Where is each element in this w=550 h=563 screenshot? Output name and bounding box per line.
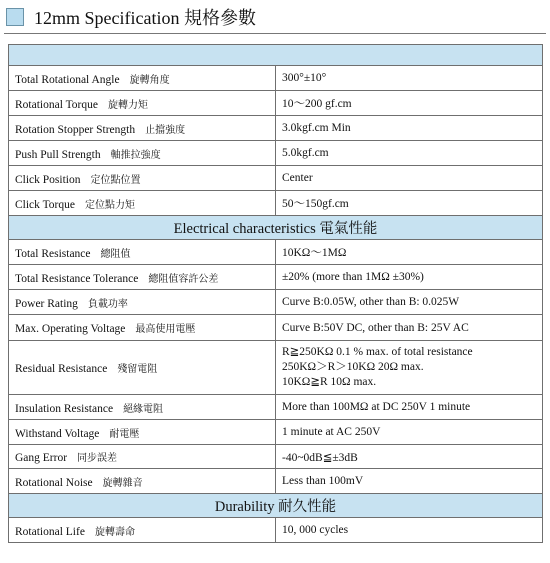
- spec-value-cell: [276, 166, 543, 191]
- spec-value-line: 10KΩ≧R 10Ω max.: [282, 376, 377, 388]
- table-row: [9, 240, 543, 265]
- spec-value: Less than 100mV: [282, 475, 364, 487]
- spec-name: Total Resistance: [15, 247, 91, 260]
- table-row: [9, 290, 543, 315]
- spec-value: -40~0dB≦±3dB: [282, 451, 358, 464]
- spec-name: Rotation Stopper Strength: [15, 123, 136, 136]
- table-row: [9, 66, 543, 91]
- spec-name: Rotational Noise: [15, 476, 93, 489]
- spec-value: Curve B:0.05W, other than B: 0.025W: [282, 296, 460, 308]
- spec-name-cn: 負載功率: [87, 298, 128, 310]
- table-row: [9, 518, 543, 543]
- spec-table: [8, 44, 543, 543]
- spec-name-cell: [9, 290, 276, 315]
- durability-section-header: [9, 494, 543, 518]
- spec-name-cn: 最高使用電壓: [135, 324, 196, 335]
- spec-value-cell: [276, 66, 543, 91]
- spec-name-cn: 同步誤差: [77, 453, 118, 464]
- spec-name-cn: 絕緣電阻: [123, 403, 164, 415]
- spec-name-cell: [9, 240, 276, 265]
- spec-name-cn: 殘留電阻: [117, 364, 158, 375]
- table-row: [9, 395, 543, 420]
- spec-name-cell: [9, 469, 276, 494]
- spec-name-cn: 總阻值: [100, 248, 131, 260]
- spec-name: Total Rotational Angle: [15, 73, 120, 86]
- spec-name: Power Rating: [15, 297, 78, 310]
- spec-value-cell: [276, 341, 543, 395]
- section-header-text: Electrical characteristics 電氣性能: [173, 221, 378, 237]
- spec-name-cell: [9, 191, 276, 216]
- spec-value: 10～200 gf.cm: [282, 98, 352, 110]
- spec-name-cn: 旋轉力矩: [107, 99, 148, 111]
- section-header-text: Durability 耐久性能: [214, 499, 337, 515]
- spec-value-cell: [276, 91, 543, 116]
- table-row: [9, 445, 543, 469]
- spec-value-cell: [276, 469, 543, 494]
- spec-name: Push Pull Strength: [15, 148, 101, 161]
- spec-name: Rotational Torque: [15, 98, 98, 111]
- title-square-icon: [6, 8, 24, 26]
- table-row: [9, 91, 543, 116]
- spec-name: Insulation Resistance: [15, 402, 114, 415]
- spec-value: 50～150gf.cm: [282, 198, 349, 210]
- spec-name-cn: 總阻值容許公差: [148, 273, 219, 285]
- table-row: [9, 141, 543, 166]
- spec-name-cell: [9, 315, 276, 341]
- spec-name-cell: [9, 265, 276, 290]
- title-divider: [4, 33, 546, 34]
- spec-name-cell: [9, 518, 276, 543]
- table-top-band: [9, 45, 543, 66]
- spec-name-cell: [9, 91, 276, 116]
- table-row: [9, 265, 543, 290]
- spec-name-cn: 旋轉壽命: [94, 526, 135, 538]
- spec-name-cell: [9, 66, 276, 91]
- spec-value-cell: [276, 141, 543, 166]
- table-row: [9, 191, 543, 216]
- spec-name: Click Position: [15, 173, 81, 186]
- table-row: [9, 420, 543, 445]
- table-row: [9, 315, 543, 341]
- spec-value-cell: [276, 395, 543, 420]
- spec-name: Total Resistance Tolerance: [15, 272, 139, 285]
- spec-value-cell: [276, 445, 543, 469]
- section-header-cell: [9, 216, 543, 240]
- spec-value-line: R≧250KΩ 0.1 % max. of total resistance: [282, 346, 473, 358]
- page-title: 12mm Specification 規格參數: [34, 8, 256, 28]
- spec-name: Withstand Voltage: [15, 427, 100, 440]
- spec-name: Max. Operating Voltage: [15, 323, 126, 335]
- spec-name-cn: 耐電壓: [109, 428, 140, 440]
- spec-name-cn: 定位點位置: [90, 174, 141, 186]
- spec-value-cell: [276, 265, 543, 290]
- table-row: [9, 341, 543, 395]
- spec-value: 3.0kgf.cm Min: [282, 122, 351, 134]
- spec-value: 10KΩ～1MΩ: [282, 247, 347, 259]
- spec-value: Curve B:50V DC, other than B: 25V AC: [282, 321, 469, 334]
- table-row: [9, 166, 543, 191]
- spec-value-cell: [276, 518, 543, 543]
- spec-name: Click Torque: [15, 198, 75, 211]
- spec-value-cell: [276, 191, 543, 216]
- spec-value: Center: [282, 172, 313, 184]
- spec-value-cell: [276, 240, 543, 265]
- spec-name: Rotational Life: [15, 525, 85, 538]
- spec-value-cell: [276, 116, 543, 141]
- spec-value: ±20% (more than 1MΩ ±30%): [282, 271, 424, 283]
- spec-name-cn: 旋轉雜音: [102, 477, 143, 489]
- spec-name-cn: 軸推拉強度: [110, 149, 161, 161]
- spec-value: More than 100MΩ at DC 250V 1 minute: [282, 401, 471, 413]
- spec-value-cell: [276, 290, 543, 315]
- spec-name-cell: [9, 166, 276, 191]
- title-bar: [6, 4, 256, 30]
- spec-name-cell: [9, 341, 276, 395]
- spec-value: 5.0kgf.cm: [282, 147, 329, 159]
- spec-name-cn: 定位點力矩: [85, 199, 135, 211]
- spec-value-line: 250KΩ＞R＞10KΩ 20Ω max.: [282, 361, 424, 373]
- section-header-cell: [9, 494, 543, 518]
- spec-value: 1 minute at AC 250V: [282, 426, 381, 438]
- spec-name-cell: [9, 395, 276, 420]
- spec-name-cn: 旋轉角度: [129, 74, 170, 86]
- table-row: [9, 469, 543, 494]
- spec-name-cell: [9, 141, 276, 166]
- spec-name: Residual Resistance: [15, 363, 108, 375]
- spec-value-cell: [276, 420, 543, 445]
- spec-name-cell: [9, 116, 276, 141]
- electrical-section-header: [9, 216, 543, 240]
- spec-name: Gang Error: [15, 452, 68, 464]
- spec-name-cell: [9, 445, 276, 469]
- table-row: [9, 116, 543, 141]
- spec-name-cn: 止擋強度: [145, 124, 186, 136]
- spec-value: 300°±10°: [282, 72, 327, 84]
- spec-value: 10, 000 cycles: [282, 524, 349, 536]
- spec-name-cell: [9, 420, 276, 445]
- spec-value-cell: [276, 315, 543, 341]
